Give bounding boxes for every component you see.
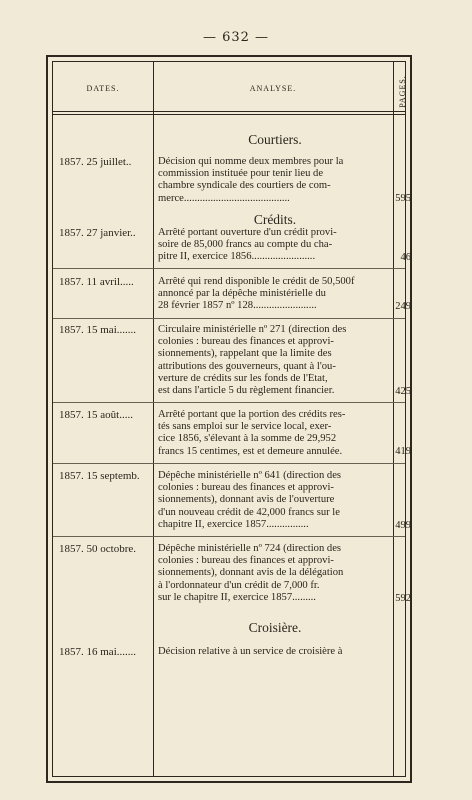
- entry-separator: [53, 318, 405, 319]
- table-inner: [52, 61, 411, 777]
- entry-date: 1857. 16 mai.......: [59, 646, 136, 658]
- entry-page: 46: [400, 252, 411, 263]
- entry-line: sur le chapitre II, exercice 1857.........: [158, 591, 316, 603]
- entry-line: colonies : bureau des finances et approvi-: [158, 482, 334, 494]
- entry-page: 499: [395, 520, 411, 531]
- header-rule: [53, 111, 405, 112]
- entry-line: sionnements), donnant avis de l'ouverture: [158, 494, 335, 506]
- entry-separator: [53, 463, 405, 464]
- table-frame: [46, 55, 412, 783]
- entry-analysis: [158, 543, 391, 604]
- entry-line: Arrêté portant ouverture d'un crédit provi-: [158, 227, 337, 238]
- entry-analysis: [158, 470, 391, 531]
- entry-line: commission instituée pour tenir lieu de: [158, 168, 324, 180]
- entry-date: 1857. 50 octobre.: [59, 543, 136, 555]
- entry-line: Dépêche ministérielle nº 641 (direction des: [158, 470, 342, 481]
- entry-line: annoncé par la dépêche ministérielle du: [158, 288, 326, 300]
- entry-line: sionnements), rappelant que la limite des: [158, 348, 332, 360]
- entry-date: 1857. 25 juillet..: [59, 156, 132, 168]
- entry-line: Décision relative à un service de croisière à: [158, 646, 343, 657]
- entry-line: attributions des gouverneurs, quant à l'ou-: [158, 360, 336, 372]
- entry-date: 1857. 15 août.....: [59, 409, 133, 421]
- entry-page: 419: [395, 446, 411, 457]
- entry-line: chambre syndicale des courtiers de com-: [158, 180, 331, 192]
- entry-date: 1857. 15 mai.......: [59, 324, 136, 336]
- entry-line: d'un nouveau crédit de 42,000 francs sur le: [158, 506, 340, 518]
- entry-line: pitre II, exercice 1856........................: [158, 251, 316, 263]
- entry-line: Arrêté portant que la portion des crédits res-: [158, 409, 346, 420]
- column-header-pages: [393, 72, 411, 110]
- entry-line: tés sans emploi sur le service local, exer-: [158, 421, 332, 433]
- header-rule-double: [53, 114, 405, 115]
- pages-column-rule: [393, 62, 394, 776]
- entry-line: cice 1856, s'élevant à la somme de 29,952: [158, 433, 337, 445]
- entry-line: francs 15 centimes, est et demeure annulée.: [158, 445, 343, 457]
- entry-line: soire de 85,000 francs au compte du cha-: [158, 239, 333, 251]
- entry-analysis: [158, 409, 391, 458]
- entry-line: 28 février 1857 nº 128........................: [158, 300, 317, 312]
- entry-line: est dans l'article 5 du règlement financier.: [158, 385, 335, 397]
- entry-line: merce........................................: [158, 192, 290, 204]
- section-title-croisiere: Croisière.: [248, 620, 302, 635]
- entry-line: Circulaire ministérielle nº 271 (direction des: [158, 324, 347, 335]
- entry-separator: [53, 268, 405, 269]
- entry-line: sionnements), donnant avis de la délégation: [158, 567, 344, 579]
- page-number: — 632 —: [202, 30, 270, 45]
- entry-line: chapitre II, exercice 1857................: [158, 518, 309, 530]
- entry-page: 425: [395, 386, 411, 397]
- section-title-credits: Crédits.: [253, 212, 297, 227]
- column-header-analyse: ANALYSE.: [249, 84, 297, 93]
- column-header-pages-label: PAGES.: [397, 74, 407, 108]
- entry-separator: [53, 402, 405, 403]
- entry-line: à l'ordonnateur d'un crédit de 7,000 fr.: [158, 579, 320, 591]
- column-header-dates: DATES.: [86, 84, 120, 93]
- entry-line: colonies : bureau des finances et approvi-: [158, 336, 334, 348]
- entry-analysis: [158, 324, 391, 397]
- entry-line: verture de crédits sur les fonds de l'État,: [158, 372, 328, 384]
- section-title-courtiers: Courtiers.: [248, 132, 302, 147]
- entry-analysis: [158, 646, 391, 658]
- entry-analysis: [158, 227, 391, 264]
- entry-date: 1857. 15 septemb.: [59, 470, 140, 482]
- entry-analysis: [158, 276, 391, 313]
- entry-page: 249: [395, 301, 411, 312]
- entry-analysis: [158, 156, 391, 205]
- entry-date: 1857. 27 janvier..: [59, 227, 136, 239]
- entry-page: 595: [395, 193, 411, 204]
- entry-line: Décision qui nomme deux membres pour la: [158, 156, 344, 167]
- entry-line: Arrêté qui rend disponible le crédit de 50,500f: [158, 276, 355, 287]
- entry-date: 1857. 11 avril.....: [59, 276, 134, 288]
- entry-line: colonies : bureau des finances et approvi-: [158, 555, 334, 567]
- entry-line: Dépêche ministérielle nº 724 (direction des: [158, 543, 342, 554]
- entry-page: 592: [395, 593, 411, 604]
- entry-separator: [53, 536, 405, 537]
